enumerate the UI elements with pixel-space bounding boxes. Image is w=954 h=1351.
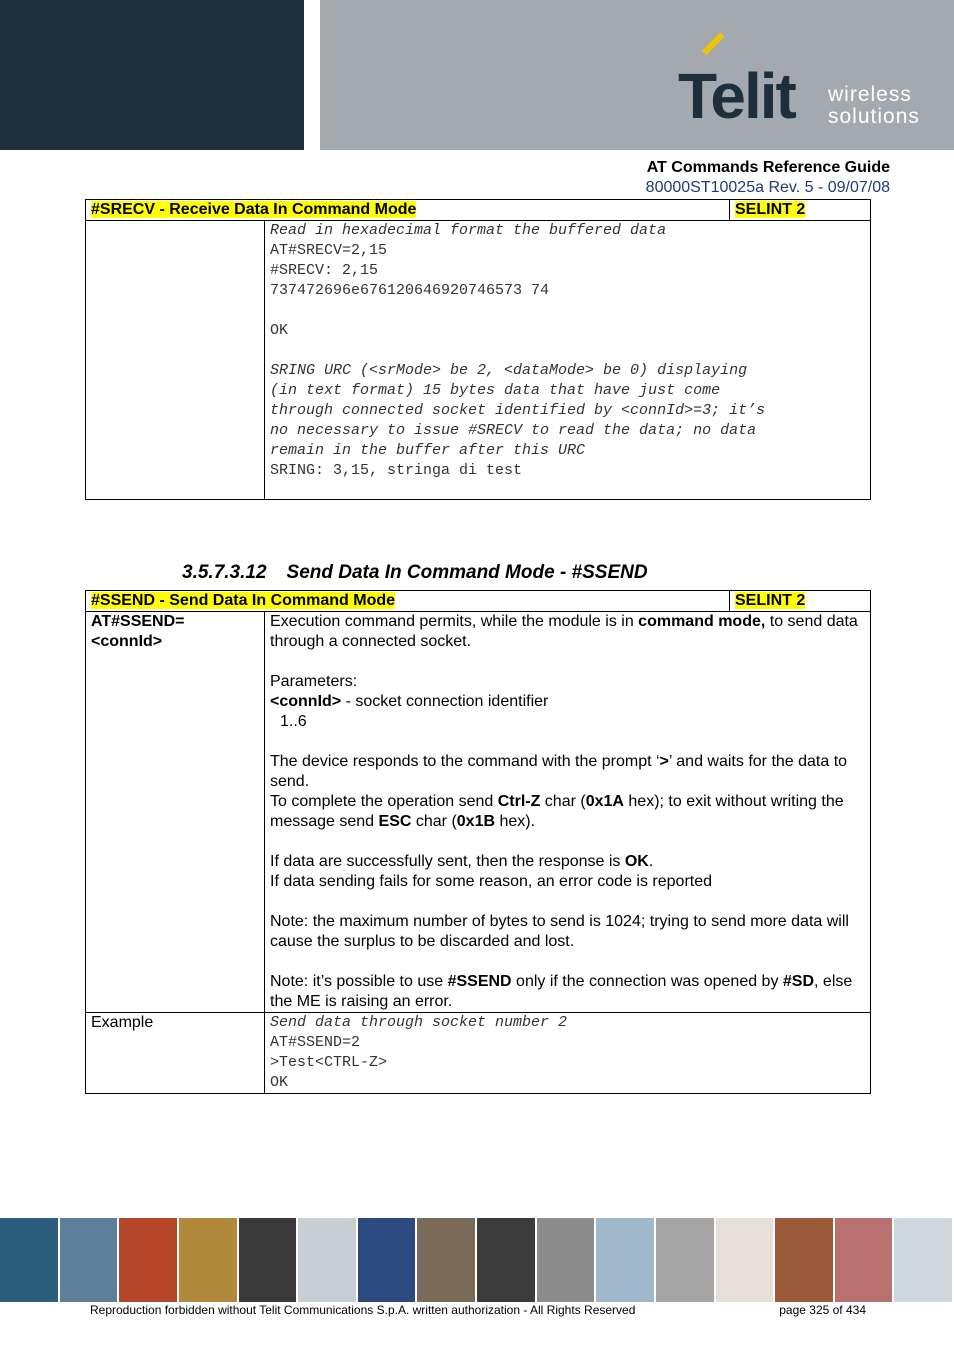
desc1c: to send data through a connected socket. bbox=[270, 613, 858, 650]
ssend-example-line: >Test<CTRL-Z> bbox=[270, 1054, 388, 1071]
strip-photo-tile bbox=[596, 1218, 654, 1302]
ssend-max-bytes-note: Note: the maximum number of bytes to send is 1024; trying to send more data will cause the surplus to be discarded and lost. bbox=[270, 913, 849, 950]
ssend-example-label-cell bbox=[86, 1013, 265, 1094]
logo-wordmark: Telit bbox=[678, 60, 795, 132]
srecv-example-line: no necessary to issue #SRECV to read the data; no data bbox=[270, 422, 757, 439]
logo-tagline bbox=[828, 84, 920, 128]
section-title: Send Data In Command Mode - #SSEND bbox=[286, 562, 648, 583]
p2d: 0x1A bbox=[585, 793, 624, 810]
p6e: , else the ME is raising an error. bbox=[270, 973, 853, 1010]
ssend-desc-intro bbox=[270, 612, 865, 652]
footer-copyright: Reproduction forbidden without Telit Communications S.p.A. written authorization - All Rights Reserved bbox=[90, 1303, 636, 1317]
srecv-example-line: (in text format) 15 bytes data that have just come bbox=[270, 382, 721, 399]
p2i: hex). bbox=[495, 813, 536, 830]
p2b: Ctrl-Z bbox=[497, 793, 541, 810]
ssend-example-line: AT#SSEND=2 bbox=[270, 1034, 361, 1051]
desc1a: Execution command permits, while the module is in bbox=[270, 613, 639, 630]
srecv-title-cell bbox=[86, 200, 730, 221]
p1b: > bbox=[659, 753, 669, 770]
ssend-usage-note bbox=[270, 972, 865, 1012]
logo-tag-line2: solutions bbox=[828, 105, 920, 128]
p1c: ’ and waits for the data to send. bbox=[270, 753, 848, 790]
p3c: . bbox=[648, 853, 654, 870]
strip-photo-tile bbox=[298, 1218, 356, 1302]
strip-photo-tile bbox=[656, 1218, 714, 1302]
srecv-example-line: AT#SRECV=2,15 bbox=[270, 242, 388, 259]
footer-photo-strip bbox=[0, 1218, 954, 1302]
ssend-success-paragraph bbox=[270, 852, 865, 872]
logo-tag-line1: wireless bbox=[828, 83, 912, 106]
param-connid bbox=[270, 692, 865, 712]
ssend-example-lines bbox=[270, 1013, 865, 1093]
srecv-table bbox=[85, 199, 871, 500]
strip-photo-tile bbox=[537, 1218, 595, 1302]
ssend-example-line: Send data through socket number 2 bbox=[270, 1014, 568, 1031]
param-range: 1..6 bbox=[280, 713, 307, 730]
doc-title: AT Commands Reference Guide bbox=[646, 159, 890, 176]
p1a: The device responds to the command with the prompt ‘ bbox=[270, 753, 660, 770]
strip-photo-tile bbox=[477, 1218, 535, 1302]
section-number: 3.5.7.3.12 bbox=[182, 562, 267, 583]
desc1b: command mode, bbox=[638, 613, 766, 630]
strip-photo-tile bbox=[894, 1218, 952, 1302]
srecv-example-lines bbox=[270, 221, 865, 481]
strip-photo-tile bbox=[775, 1218, 833, 1302]
ssend-table bbox=[85, 590, 871, 1094]
footer-page-number: page 325 of 434 bbox=[779, 1303, 866, 1317]
srecv-selint-cell bbox=[730, 200, 871, 221]
ssend-complete-paragraph bbox=[270, 792, 865, 832]
ssend-command-line1: AT#SSEND= bbox=[91, 613, 185, 630]
srecv-example-line: SRING URC (<srMode> be 2, <dataMode> be 0) displaying bbox=[270, 362, 748, 379]
srecv-example-cell bbox=[265, 221, 871, 500]
ssend-command-line2: <connId> bbox=[91, 633, 163, 650]
ssend-description-cell bbox=[265, 612, 871, 1013]
srecv-example-line: SRING: 3,15, stringa di test bbox=[270, 462, 523, 479]
srecv-example-line: remain in the buffer after this URC bbox=[270, 442, 586, 459]
doc-revision: 80000ST10025a Rev. 5 - 09/07/08 bbox=[645, 179, 890, 196]
srecv-example-line: OK bbox=[270, 322, 289, 339]
param-name: <connId> bbox=[270, 693, 342, 710]
p2h: 0x1B bbox=[456, 813, 496, 830]
strip-photo-tile bbox=[60, 1218, 118, 1302]
strip-photo-tile bbox=[358, 1218, 416, 1302]
srecv-example-line bbox=[270, 341, 865, 361]
p2e: hex); to exit without writing the message send bbox=[270, 793, 844, 830]
srecv-example-line: 737472696e676120646920746573 74 bbox=[270, 282, 550, 299]
strip-photo-tile bbox=[417, 1218, 475, 1302]
ssend-command-cell bbox=[86, 612, 265, 1013]
ssend-error-paragraph: If data sending fails for some reason, an error code is reported bbox=[270, 873, 713, 890]
p3a: If data are successfully sent, then the response is bbox=[270, 853, 625, 870]
ssend-example-line: OK bbox=[270, 1074, 289, 1091]
p2g: char ( bbox=[411, 813, 457, 830]
p2f: ESC bbox=[378, 813, 412, 830]
ssend-title-cell bbox=[86, 591, 730, 612]
strip-photo-tile bbox=[0, 1218, 58, 1302]
strip-photo-tile bbox=[835, 1218, 893, 1302]
strip-photo-tile bbox=[119, 1218, 177, 1302]
p6b: #SSEND bbox=[447, 973, 512, 990]
example-label: Example bbox=[91, 1014, 154, 1031]
ssend-prompt-paragraph bbox=[270, 752, 865, 792]
ssend-selint-cell bbox=[730, 591, 871, 612]
strip-photo-tile bbox=[239, 1218, 297, 1302]
ssend-selint: SELINT 2 bbox=[735, 592, 806, 609]
p3b: OK bbox=[624, 853, 649, 870]
p2a: To complete the operation send bbox=[270, 793, 498, 810]
strip-photo-tile bbox=[716, 1218, 774, 1302]
ssend-example-cell bbox=[265, 1013, 871, 1094]
srecv-example-line: through connected socket identified by <connId>=3; it’s bbox=[270, 402, 766, 419]
srecv-title: #SRECV - Receive Data In Command Mode bbox=[91, 201, 417, 218]
params-label: Parameters: bbox=[270, 673, 358, 690]
p2c: char ( bbox=[540, 793, 586, 810]
section-heading bbox=[182, 562, 648, 584]
srecv-example-line: #SRECV: 2,15 bbox=[270, 262, 379, 279]
strip-photo-tile bbox=[179, 1218, 237, 1302]
srecv-example-line: Read in hexadecimal format the buffered data bbox=[270, 222, 667, 239]
ssend-title: #SSEND - Send Data In Command Mode bbox=[91, 592, 396, 609]
header-dark-panel bbox=[0, 0, 304, 150]
p6d: #SD bbox=[782, 973, 815, 990]
param-desc: - socket connection identifier bbox=[341, 693, 549, 710]
p6c: only if the connection was opened by bbox=[511, 973, 783, 990]
srecv-label-cell bbox=[86, 221, 265, 500]
srecv-example-line bbox=[270, 301, 865, 321]
p6a: Note: it’s possible to use bbox=[270, 973, 448, 990]
srecv-selint: SELINT 2 bbox=[735, 201, 806, 218]
